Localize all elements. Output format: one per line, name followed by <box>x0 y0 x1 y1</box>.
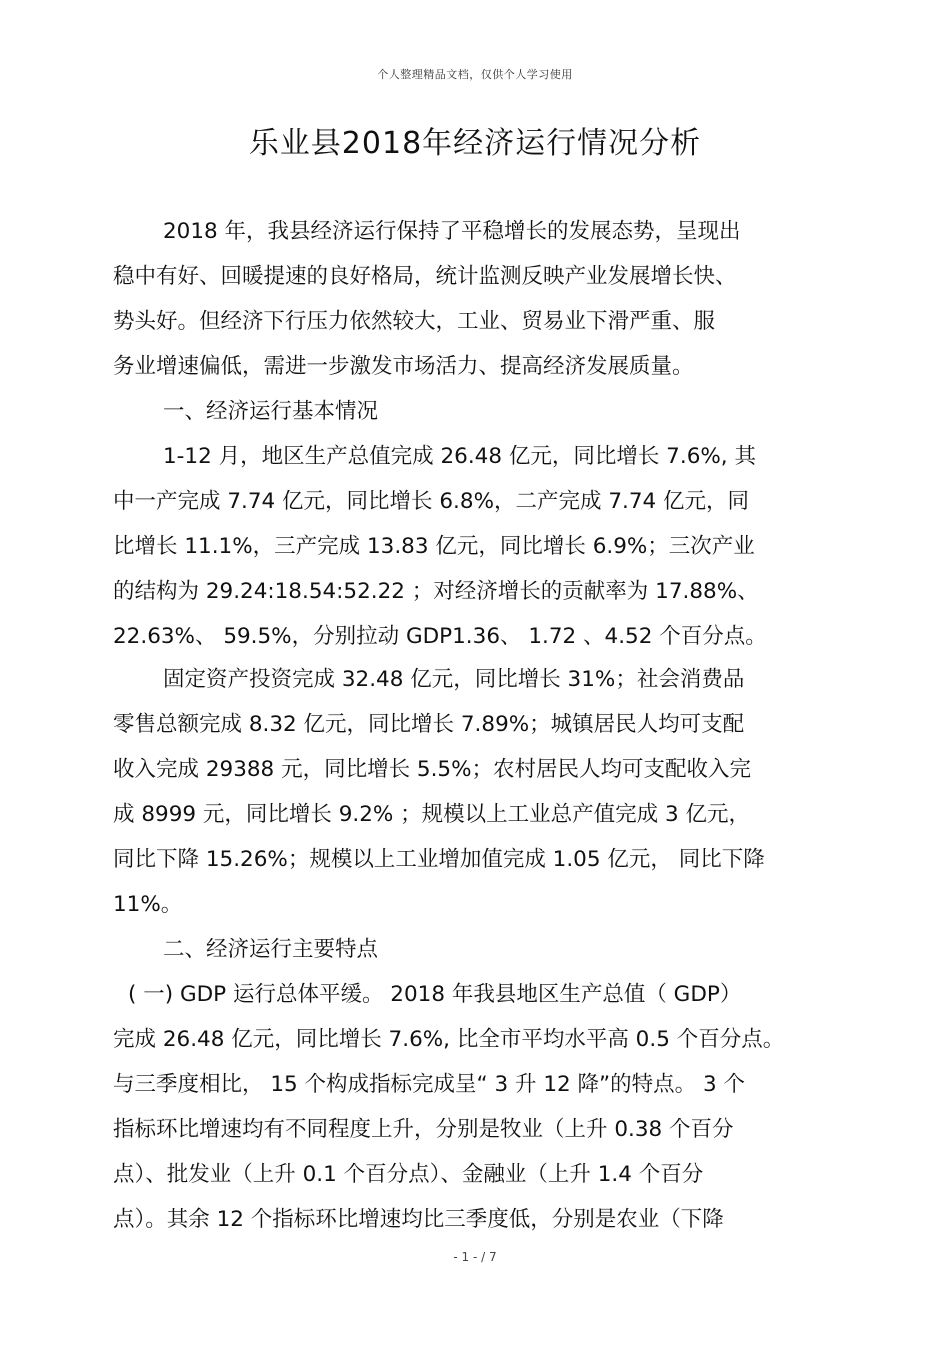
body-line: 零售总额完成 8.32 亿元，同比增长 7.89%；城镇居民人均可支配 <box>113 712 745 737</box>
body-line: 中一产完成 7.74 亿元，同比增长 6.8%，二产完成 7.74 亿元，同 <box>113 489 750 514</box>
section-heading: 一、经济运行基本情况 <box>163 399 379 424</box>
body-line: 同比下降 15.26%；规模以上工业增加值完成 1.05 亿元， 同比下降 <box>113 847 765 872</box>
body-line: 1-12 月，地区生产总值完成 26.48 亿元，同比增长 7.6%, 其 <box>163 444 756 469</box>
body-line: 务业增速偏低，需进一步激发市场活力、提高经济发展质量。 <box>113 354 694 379</box>
body-line: 11%。 <box>113 892 183 917</box>
body-line: 稳中有好、回暖提速的良好格局，统计监测反映产业发展增长快、 <box>113 264 737 289</box>
page-header-note: 个人整理精品文档，仅供个人学习使用 <box>377 68 573 81</box>
body-line: 固定资产投资完成 32.48 亿元，同比增长 31%；社会消费品 <box>163 667 745 692</box>
body-line: 与三季度相比， 15 个构成指标完成呈“ 3 升 12 降”的特点。 3 个 <box>113 1072 746 1097</box>
subsection-line: ( 一) GDP 运行总体平缓。 2018 年我县地区生产总值（ GDP） <box>128 982 742 1007</box>
body-line: 点）、批发业（上升 0.1 个百分点）、金融业（上升 1.4 个百分 <box>113 1162 704 1187</box>
body-line: 点）。其余 12 个指标环比增速均比三季度低，分别是农业（下降 <box>113 1207 724 1232</box>
body-line: 的结构为 29.24:18.54:52.22 ；对经济增长的贡献率为 17.88%、 <box>113 579 759 604</box>
document-title: 乐业县2018年经济运行情况分析 <box>248 126 702 161</box>
body-line: 2018 年，我县经济运行保持了平稳增长的发展态势，呈现出 <box>163 219 741 244</box>
body-line: 比增长 11.1%，三产完成 13.83 亿元，同比增长 6.9%；三次产业 <box>113 534 755 559</box>
body-line: 指标环比增速均有不同程度上升，分别是牧业（上升 0.38 个百分 <box>113 1117 734 1142</box>
body-line: 成 8999 元，同比增长 9.2% ；规模以上工业总产值完成 3 亿元， <box>113 802 751 827</box>
body-line: 完成 26.48 亿元，同比增长 7.6%, 比全市平均水平高 0.5 个百分点。 <box>113 1027 785 1052</box>
body-line: 22.63%、 59.5%，分别拉动 GDP1.36、 1.72 、4.52 个百分点。 <box>113 624 767 649</box>
body-line: 收入完成 29388 元，同比增长 5.5%；农村居民人均可支配收入完 <box>113 757 752 782</box>
section-heading: 二、经济运行主要特点 <box>163 937 379 962</box>
page-number: - 1 - / 7 <box>453 1250 497 1264</box>
body-line: 势头好。但经济下行压力依然较大，工业、贸易业下滑严重、服 <box>113 309 716 334</box>
